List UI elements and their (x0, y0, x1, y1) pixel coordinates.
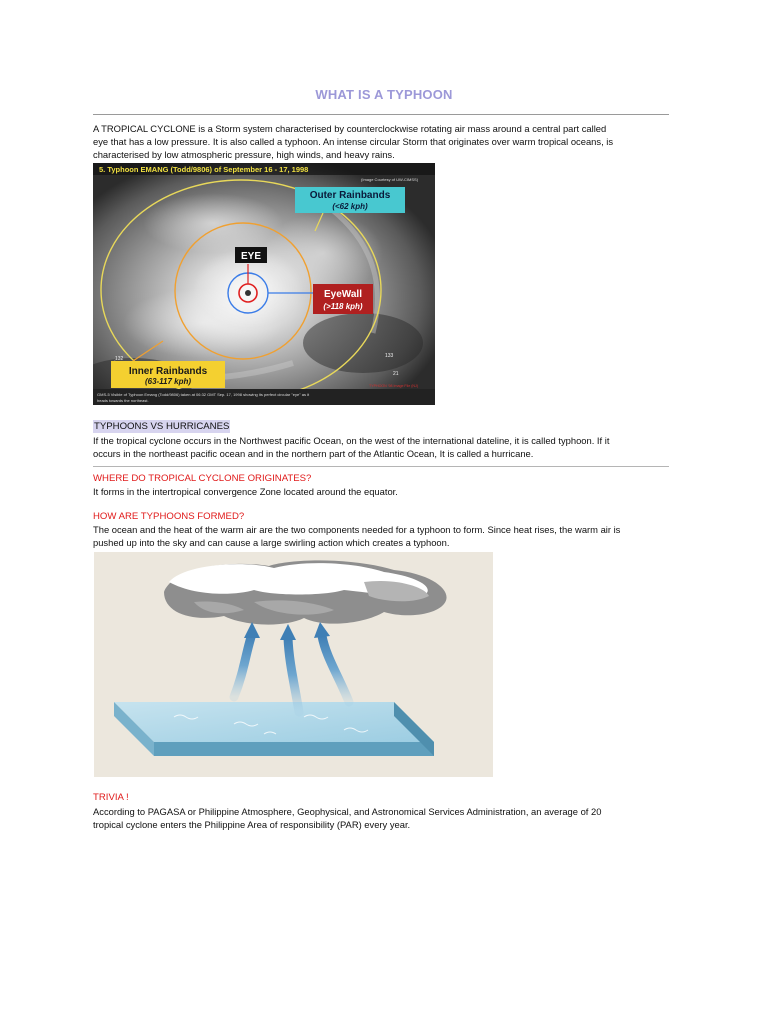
section-heading-typhoons-vs-hurricanes: TYPHOONS VS HURRICANES (94, 421, 230, 432)
image-credit: (Image Courtesy of UW-CIMSS) (361, 177, 419, 182)
eyewall-speed: (>118 kph) (323, 302, 363, 311)
outer-rainbands-speed: (<62 kph) (332, 202, 368, 211)
vs-paragraph (93, 434, 683, 460)
image-footer: GMS-5 Visible of Typhoon Emang (Todd/9806) taken at 06:32 GMT Sep. 17, 1998 showing its perfect circular "eye" as it (97, 392, 310, 397)
image-stamp: TYPHOON '98 Image File (NJ) (369, 384, 419, 388)
typhoon-formation-diagram (94, 552, 493, 777)
trivia-line: According to PAGASA or Philippine Atmosphere, Geophysical, and Astronomical Services Administration, an average of 20 (93, 806, 602, 817)
trivia-line: tropical cyclone enters the Philippine Area of responsibility (PAR) every year. (93, 819, 411, 830)
grid-label: 21 (393, 371, 399, 377)
eyewall-label: EyeWall (324, 289, 362, 300)
typhoon-satellite-image (93, 163, 435, 405)
satellite-caption: 5. Typhoon EMANG (Todd/9806) of September 16 - 17, 1998 (99, 165, 309, 174)
page-title: WHAT IS A TYPHOON (315, 87, 453, 102)
trivia-paragraph (93, 805, 683, 831)
section-heading-trivia: TRIVIA ! (93, 792, 129, 803)
formed-paragraph (93, 523, 683, 549)
eye-center (245, 290, 251, 296)
intro-line: A TROPICAL CYCLONE is a Storm system characterised by counterclockwise rotating air mass around a central part called (93, 123, 607, 134)
ocean-slab (114, 702, 434, 756)
inner-rainbands-speed: (63-117 kph) (144, 377, 192, 386)
outer-rainbands-label: Outer Rainbands (309, 190, 391, 201)
vs-line: If the tropical cyclone occurs in the Northwest pacific Ocean, on the west of the international dateline, it is called typhoon. If it (93, 435, 610, 446)
origin-line: It forms in the intertropical convergence Zone located around the equator. (93, 486, 398, 497)
grid-label: 132 (115, 356, 124, 362)
section-divider (93, 466, 669, 467)
formed-line: The ocean and the heat of the warm air are the two components needed for a typhoon to form. Since heat rises, the warm air is (93, 524, 621, 535)
origin-paragraph (93, 485, 683, 498)
inner-rainbands-label: Inner Rainbands (128, 366, 208, 377)
intro-paragraph (93, 122, 683, 161)
intro-line: characterised by low atmospheric pressure, high winds, and heavy rains. (93, 149, 395, 160)
title-divider (93, 114, 669, 115)
formed-line: pushed up into the sky and can cause a large swirling action which creates a typhoon. (93, 537, 450, 548)
section-heading-origin: WHERE DO TROPICAL CYCLONE ORIGINATES? (93, 473, 312, 484)
intro-line: eye that has a low pressure. It is also called a typhoon. An intense circular Storm that originates over warm tropical oceans, is (93, 136, 614, 147)
eye-label: EYE (240, 251, 262, 262)
image-footer: heads towards the northeast. (97, 398, 149, 403)
grid-label: 133 (385, 353, 394, 359)
vs-line: occurs in the northeast pacific ocean and in the northern part of the Atlantic Ocean, It is called a hurricane. (93, 448, 534, 459)
section-heading-formed: HOW ARE TYPHOONS FORMED? (93, 511, 245, 522)
